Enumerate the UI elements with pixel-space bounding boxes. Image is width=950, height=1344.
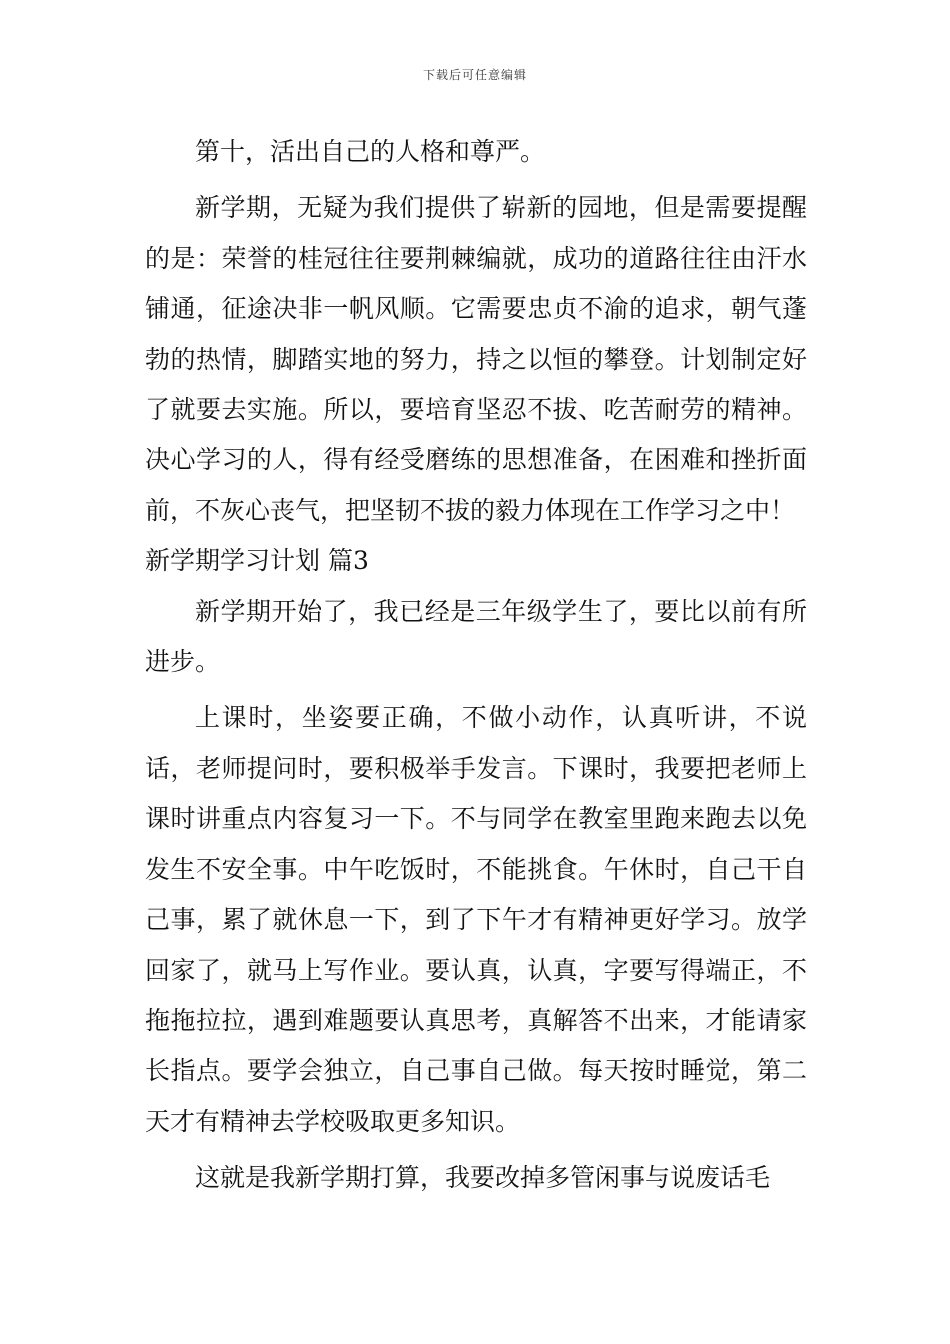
page-header: 下载后可任意编辑 <box>422 68 527 82</box>
document-body <box>145 127 807 1204</box>
paragraph-2: 新学期，无疑为我们提供了崭新的园地，但是需要提醒的是：荣誉的桂冠往往要荆棘编就，成功的道路往往由汗水铺通，征途决非一帆风顺。它需要忠贞不渝的追求，朝气蓬勃的热情，脚踏实地的努力，持之以恒的攀登。计划制定好了就要去实施。所以，要培育坚忍不拔、吃苦耐劳的精神。决心学习的人，得有经受磨练的思想准备，在困难和挫折面前，不灰心丧气，把坚韧不拔的毅力体现在工作学习之中！ <box>145 193 807 525</box>
paragraph-5: 这就是我新学期打算，我要改掉多管闲事与说废话毛 <box>195 1163 771 1193</box>
section-heading: 新学期学习计划 篇3 <box>145 546 369 576</box>
paragraph-4: 上课时，坐姿要正确，不做小动作，认真听讲，不说话，老师提问时，要积极举手发言。下课时，我要把老师上课时讲重点内容复习一下。不与同学在教室里跑来跑去以免发生不安全事。中午吃饭时，不能挑食。午休时，自己干自己事，累了就休息一下，到了下午才有精神更好学习。放学回家了，就马上写作业。要认真，认真，字要写得端正，不拖拖拉拉，遇到难题要认真思考，真解答不出来，才能请家长指点。要学会独立，自己事自己做。每天按时睡觉，第二天才有精神去学校吸取更多知识。 <box>145 703 807 1136</box>
paragraph-1: 第十，活出自己的人格和尊严。 <box>195 137 546 166</box>
paragraph-3: 新学期开始了，我已经是三年级学生了，要比以前有所进步。 <box>145 596 807 677</box>
